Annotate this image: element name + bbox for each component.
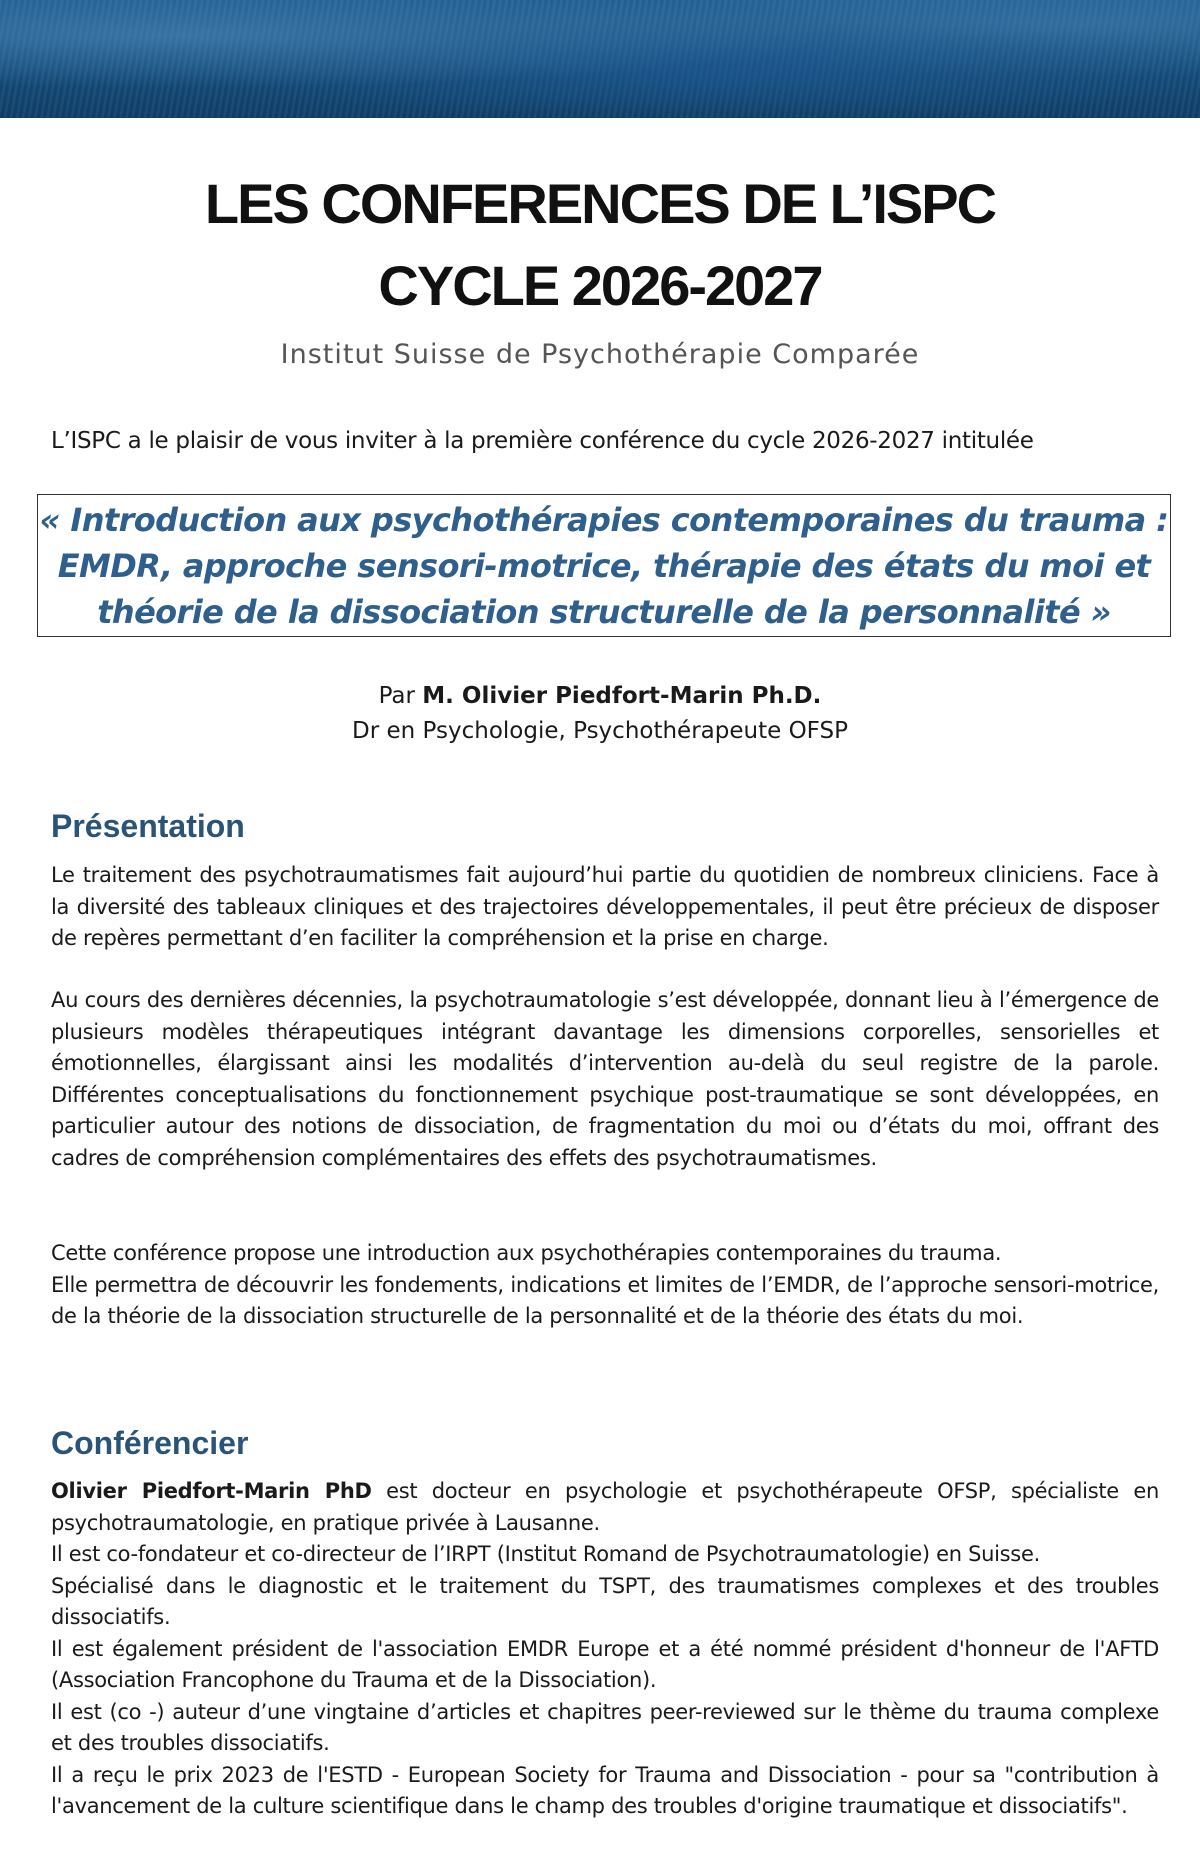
presentation-paragraph-1: Le traitement des psychotraumatismes fait aujourd’hui partie du quotidien de nombreux cliniciens. Face à la diversité des tableaux cliniques et des trajectoires développementales, il peut être précieux de disposer de repères permettant d’en faciliter la compréhension et la prise en charge. [51,863,1159,950]
presentation-paragraph-3-line2: Elle permettra de découvrir les fondements, indications et limites de l’EMDR, de l’approche sensori-motrice, de la théorie de la dissociation structurelle de la personnalité et de la théorie des états du moi. [51,1272,1159,1328]
bio-line-3: Spécialisé dans le diagnostic et le traitement du TSPT, des traumatismes complexes et des troubles dissociatifs. [51,1573,1159,1629]
presentation-paragraph-2: Au cours des dernières décennies, la psychotraumatologie s’est développée, donnant lieu à l’émergence de plusieurs modèles thérapeutiques intégrant davantage les dimensions corporelles, sensorielles et émotionnelles, élargissant ainsi les modalités d’intervention au-delà du seul registre de la parole. Différentes conceptualisations du fonctionnement psychique post-traumatique se sont développées, en particulier autour des notions de dissociation, de fragmentation du moi ou d’états du moi, offrant des cadres de compréhension complémentaires des effets des psychotraumatismes. [51,988,1159,1170]
bio-line-1 [51,1476,1159,1539]
bio-line-5: Il est (co -) auteur d’une vingtaine d’articles et chapitres peer-reviewed sur le thème du trauma complexe et des troubles dissociatifs. [51,1699,1159,1755]
header-banner-image [0,0,1200,118]
presentation-paragraph-3-line1: Cette conférence propose une introduction aux psychothérapies contemporaines du trauma. [51,1241,1002,1265]
page-title-line1: LES CONFERENCES DE L’ISPC [204,172,996,235]
bio-line-4: Il est également président de l'association EMDR Europe et a été nommé président d'honneur de l'AFTD (Association Francophone du Trauma et de la Dissociation). [51,1636,1159,1692]
speaker-bio [51,1476,1159,1823]
speaker-name: M. Olivier Piedfort-Marin Ph.D. [422,683,822,709]
speaker-credentials: Dr en Psychologie, Psychothérapeute OFSP [352,718,848,744]
speaker-line [0,683,1200,709]
bio-line-6: Il a reçu le prix 2023 de l'ESTD - European Society for Trauma and Dissociation - pour sa "contribution à l'avancement de la culture scientifique dans le champ des troubles d'origine traumatique et dissociatifs". [51,1762,1159,1818]
invitation-text: L’ISPC a le plaisir de vous inviter à la première conférence du cycle 2026-2027 intitulée [51,428,1034,454]
speaker-heading: Conférencier [51,1425,249,1461]
presentation-paragraph-3 [51,1238,1159,1333]
speaker-prefix: Par [378,683,423,709]
institute-subtitle: Institut Suisse de Psychothérapie Comparée [280,339,920,370]
conference-title-line1: « Introduction aux psychothérapies contemporaines du trauma : [39,500,1169,539]
conference-title-box [37,494,1171,637]
conference-title-line2: EMDR, approche sensori-motrice, thérapie des états du moi et [57,546,1151,585]
bio-line-1-text: est docteur en psychologie et psychothérapeute OFSP, spécialiste en psychotraumatologie, en pratique privée à Lausanne. [51,1479,1159,1535]
page-title-line2: CYCLE 2026-2027 [378,254,822,317]
presentation-heading: Présentation [51,808,245,844]
bio-speaker-name: Olivier Piedfort-Marin PhD [51,1479,372,1503]
conference-title-line3: théorie de la dissociation structurelle de la personnalité » [97,592,1111,631]
bio-line-2: Il est co-fondateur et co-directeur de l’IRPT (Institut Romand de Psychotraumatologie) en Suisse. [51,1542,1040,1566]
